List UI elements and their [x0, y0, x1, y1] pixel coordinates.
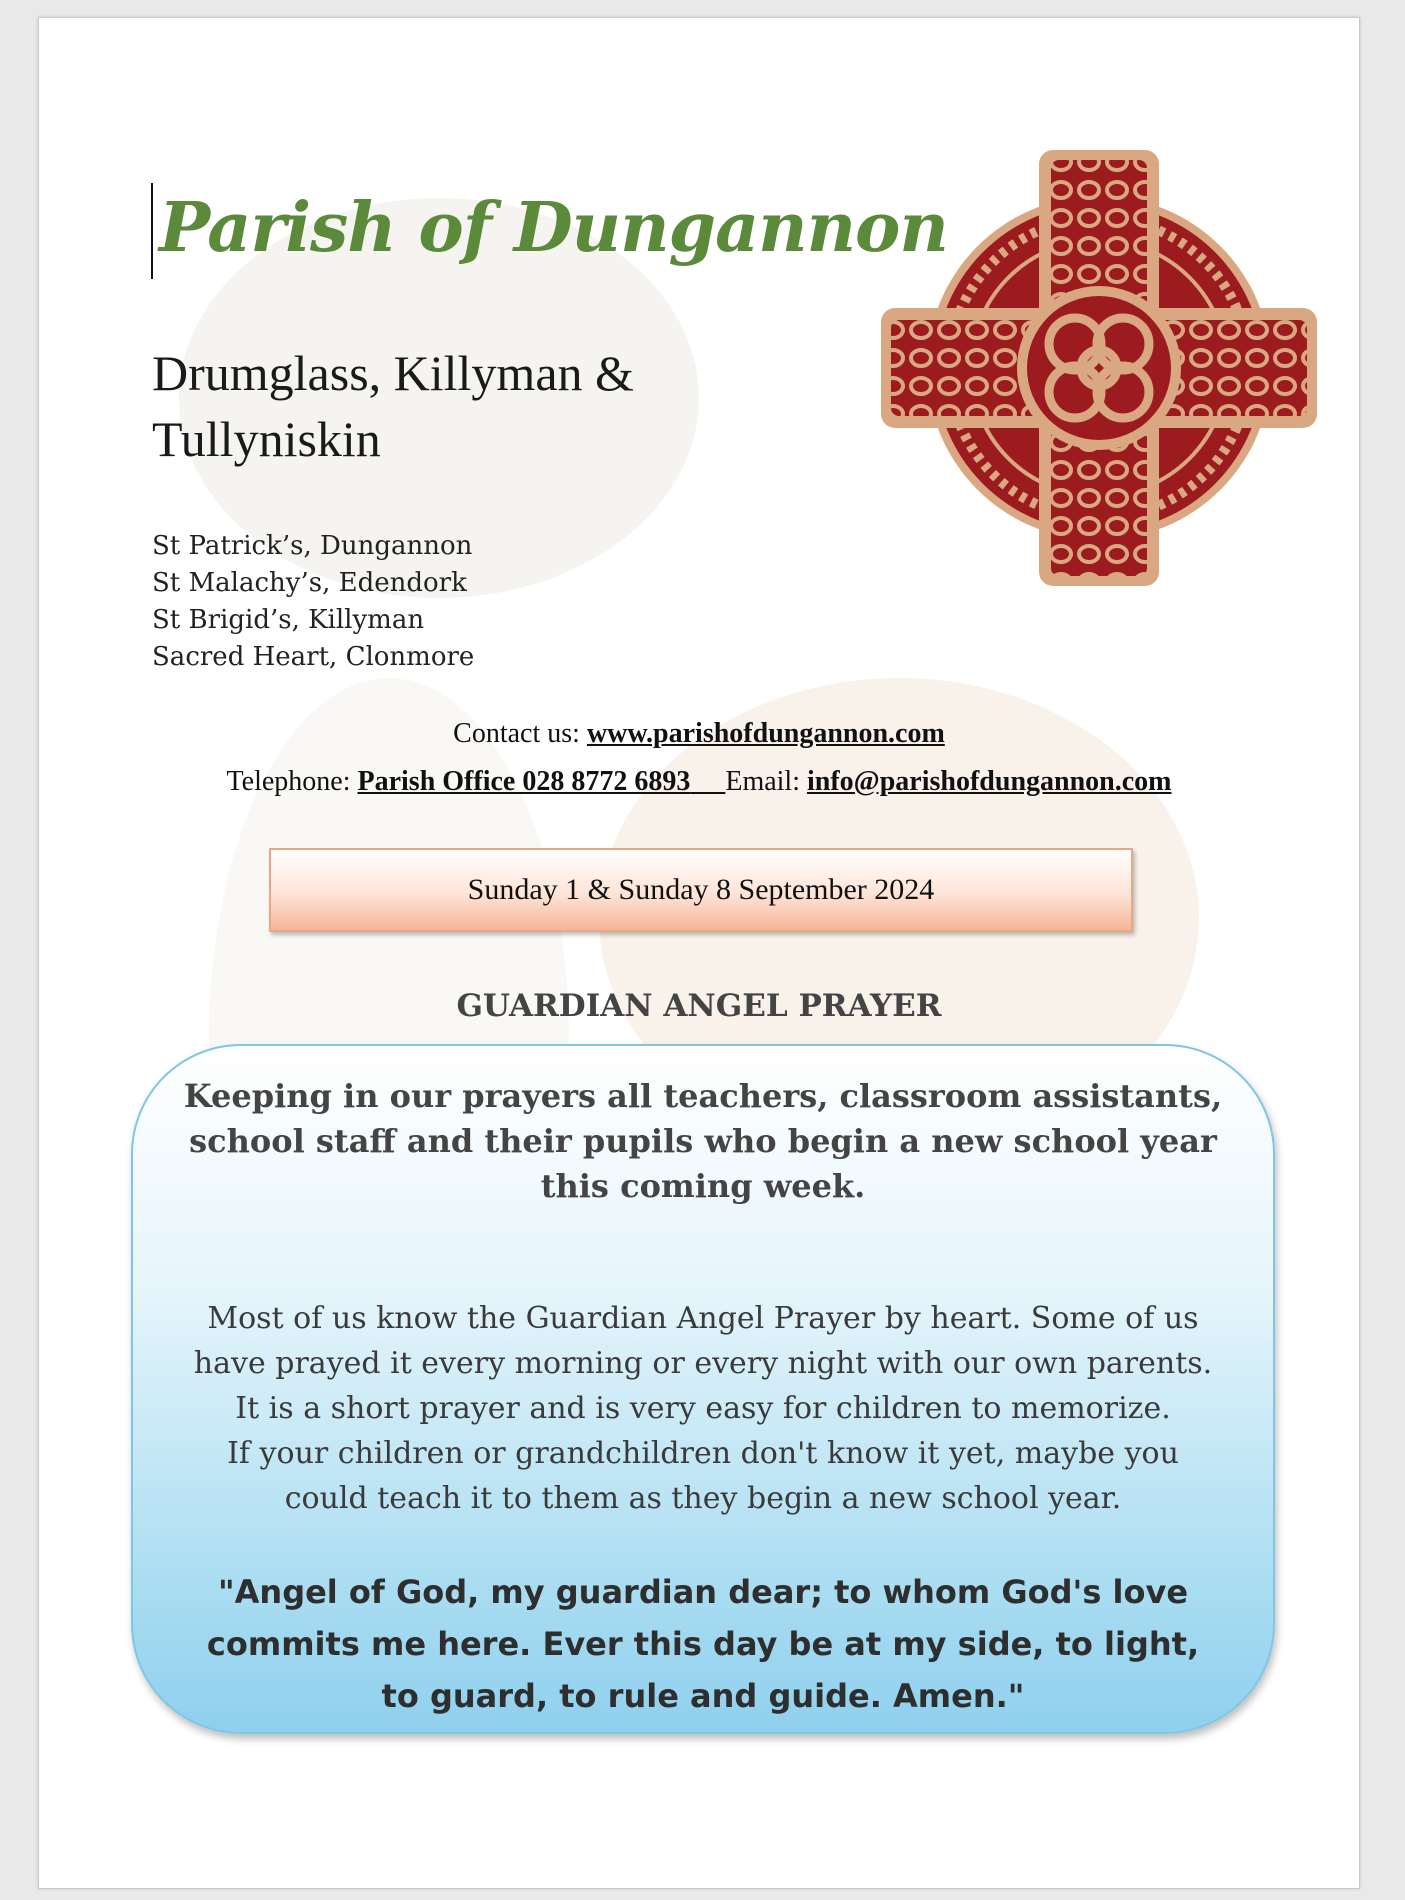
subtitle-line: Drumglass, Killyman & — [152, 345, 634, 401]
intention-line: Keeping in our prayers all teachers, classroom assistants, — [183, 1077, 1223, 1115]
prayer-explanation — [153, 1296, 1253, 1521]
explanation-line: It is a short prayer and is very easy for children to memorize. — [235, 1391, 1171, 1426]
intention-line: this coming week. — [540, 1167, 866, 1205]
explanation-line: If your children or grandchildren don't know it yet, maybe you — [227, 1436, 1179, 1471]
date-text: Sunday 1 & Sunday 8 September 2024 — [467, 873, 935, 906]
church-item: St Patrick’s, Dungannon — [152, 531, 473, 561]
date-banner — [269, 848, 1133, 932]
telephone-link[interactable]: Parish Office 028 8772 6893 — [357, 766, 691, 797]
telephone-label: Telephone: — [226, 766, 358, 797]
contact-label: Contact us: — [453, 718, 587, 749]
explanation-line: Most of us know the Guardian Angel Prayer by heart. Some of us — [207, 1301, 1199, 1336]
explanation-line: have prayed it every morning or every night with our own parents. — [193, 1346, 1213, 1381]
quote-line: to guard, to rule and guide. Amen." — [381, 1677, 1025, 1715]
parish-subtitle — [152, 340, 772, 472]
intention-line: school staff and their pupils who begin a new school year — [189, 1122, 1217, 1160]
celtic-cross-icon — [879, 148, 1319, 588]
parish-title: Parish of Dungannon — [159, 188, 948, 268]
text-cursor — [151, 183, 153, 279]
prayer-box — [131, 1044, 1275, 1734]
telephone-email-line — [39, 766, 1359, 798]
email-label: Email: — [725, 766, 807, 797]
contact-line — [39, 718, 1359, 750]
quote-line: "Angel of God, my guardian dear; to whom God's love — [217, 1573, 1189, 1611]
explanation-line: could teach it to them as they begin a new school year. — [284, 1481, 1122, 1516]
church-item: St Malachy’s, Edendork — [152, 568, 467, 598]
guardian-angel-prayer-quote — [163, 1566, 1243, 1722]
church-item: Sacred Heart, Clonmore — [152, 642, 475, 672]
church-list — [152, 528, 474, 676]
email-link[interactable]: info@parishofdungannon.com — [807, 766, 1172, 797]
prayer-heading: GUARDIAN ANGEL PRAYER — [456, 988, 942, 1024]
quote-line: commits me here. Ever this day be at my side, to light, — [206, 1625, 1200, 1663]
school-prayer-intention — [163, 1074, 1243, 1209]
church-item: St Brigid’s, Killyman — [152, 605, 425, 635]
website-link[interactable]: www.parishofdungannon.com — [586, 718, 945, 749]
separator-underline — [690, 766, 725, 797]
document-page — [38, 17, 1360, 1889]
subtitle-line: Tullyniskin — [152, 411, 381, 467]
